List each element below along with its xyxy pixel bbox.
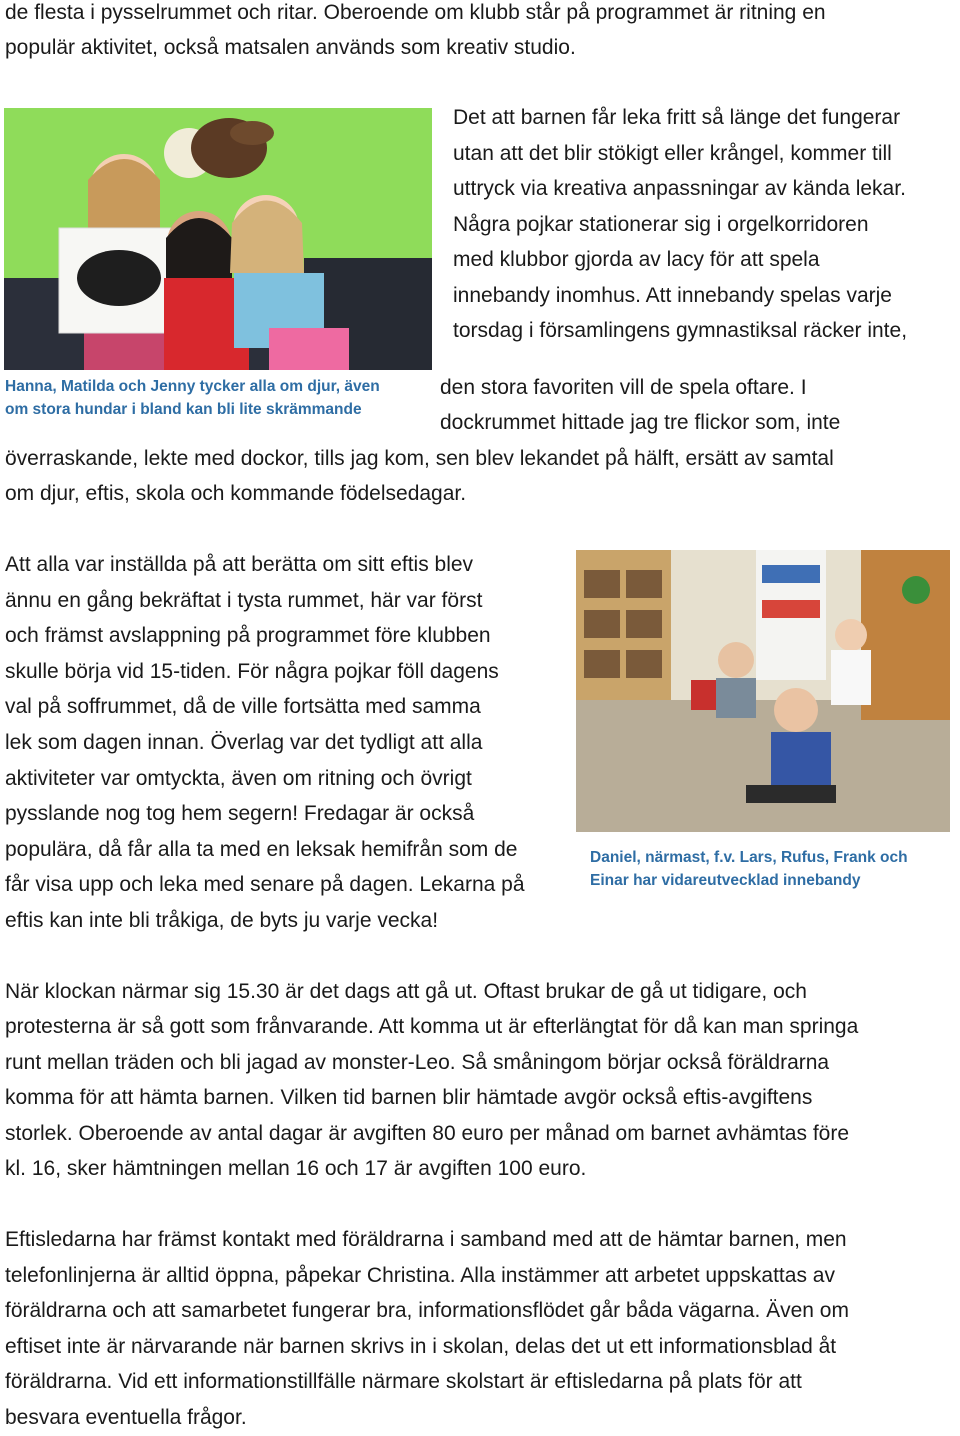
para2-line-6: lek som dagen innan. Överlag var det tydligt att alla <box>5 731 483 754</box>
photo-boys-caption-line-1: Daniel, närmast, f.v. Lars, Rufus, Frank och <box>590 849 908 866</box>
para1-line-8: den stora favoriten vill de spela oftare. I <box>440 376 807 399</box>
para1-line-7: torsdag i församlingens gymnastiksal räcker inte, <box>453 319 908 342</box>
para3-line-2: protesterna är så gott som frånvarande. Att komma ut är efterlängtat för då kan man springa <box>5 1015 859 1038</box>
para4-line-6: besvara eventuella frågor. <box>5 1406 247 1429</box>
para2-line-3: och främst avslappning på programmet före klubben <box>5 624 491 647</box>
para4-line-4: eftiset inte är närvarande när barnen skrivs in i skolan, delas det ut ett informationsblad åt <box>5 1335 837 1358</box>
para2-line-10: får visa upp och leka med senare på dagen. Lekarna på <box>5 873 525 896</box>
para1-line-11: om djur, eftis, skola och kommande födelsedagar. <box>5 482 467 505</box>
intro-line-1: de flesta i pysselrummet och ritar. Oberoende om klubb står på programmet är ritning en <box>5 1 826 24</box>
photo-boys-caption-line-2: Einar har vidareutvecklad innebandy <box>590 872 861 889</box>
para1-line-10: överraskande, lekte med dockor, tills jag kom, sen blev lekandet på hälft, ersätt av samtal <box>5 447 834 470</box>
para3-line-5: storlek. Oberoende av antal dagar är avgiften 80 euro per månad om barnet avhämtas före <box>5 1122 849 1145</box>
photo-boys-door <box>861 550 950 720</box>
intro-line-2: populär aktivitet, också matsalen används som kreativ studio. <box>5 36 576 59</box>
para1-line-6: innebandy inomhus. Att innebandy spelas varje <box>453 284 892 307</box>
para4-line-3: föräldrarna och att samarbetet fungerar bra, informationsflödet går båda vägarna. Även om <box>5 1299 849 1322</box>
photo-girls-on-sofa <box>4 108 432 370</box>
para2-line-7: aktiviteter var omtyckta, även om ritning och övrigt <box>5 767 472 790</box>
photo-boys-indoor-floorball <box>576 550 950 832</box>
para3-line-6: kl. 16, sker hämtningen mellan 16 och 17 är avgiften 100 euro. <box>5 1157 587 1180</box>
para1-line-5: med klubbor gjorda av lacy för att spela <box>453 248 820 271</box>
para2-line-11: eftis kan inte bli tråkiga, de byts ju varje vecka! <box>5 909 439 932</box>
para4-line-1: Eftisledarna har främst kontakt med föräldrarna i samband med att de hämtar barnen, men <box>5 1228 847 1251</box>
para2-line-5: val på soffrummet, då de ville fortsätta med samma <box>5 695 481 718</box>
para3-line-4: komma för att hämta barnen. Vilken tid barnen blir hämtade avgör också eftis-avgiftens <box>5 1086 813 1109</box>
para2-line-2: ännu en gång bekräftat i tysta rummet, här var först <box>5 589 483 612</box>
para1-line-1: Det att barnen får leka fritt så länge det fungerar <box>453 106 901 129</box>
para2-line-9: populära, då får alla ta med en leksak hemifrån som de <box>5 838 518 861</box>
para1-line-3: uttryck via kreativa anpassningar av kända lekar. <box>453 177 906 200</box>
photo-girls-caption-line-2: om stora hundar i bland kan bli lite skrämmande <box>5 401 362 418</box>
photo-girls-caption-line-1: Hanna, Matilda och Jenny tycker alla om djur, även <box>5 378 380 395</box>
para4-line-2: telefonlinjerna är alltid öppna, påpekar Christina. Alla instämmer att arbetet uppskattas av <box>5 1264 835 1287</box>
para2-line-4: skulle börja vid 15-tiden. För några pojkar föll dagens <box>5 660 499 683</box>
para1-line-2: utan att det blir stökigt eller krångel, kommer till <box>453 142 892 165</box>
para3-line-3: runt mellan träden och bli jagad av monster-Leo. Så småningom börjar också föräldrarna <box>5 1051 830 1074</box>
para1-line-9: dockrummet hittade jag tre flickor som, inte <box>440 411 841 434</box>
para2-line-1: Att alla var inställda på att berätta om sitt eftis blev <box>5 553 474 576</box>
para4-line-5: föräldrarna. Vid ett informationstillfälle närmare skolstart är eftisledarna på plats för att <box>5 1370 802 1393</box>
para3-line-1: När klockan närmar sig 15.30 är det dags att gå ut. Oftast brukar de gå ut tidigare, och <box>5 980 807 1003</box>
para2-line-8: pysslande nog tog hem segern! Fredagar är också <box>5 802 475 825</box>
para1-line-4: Några pojkar stationerar sig i orgelkorridoren <box>453 213 869 236</box>
